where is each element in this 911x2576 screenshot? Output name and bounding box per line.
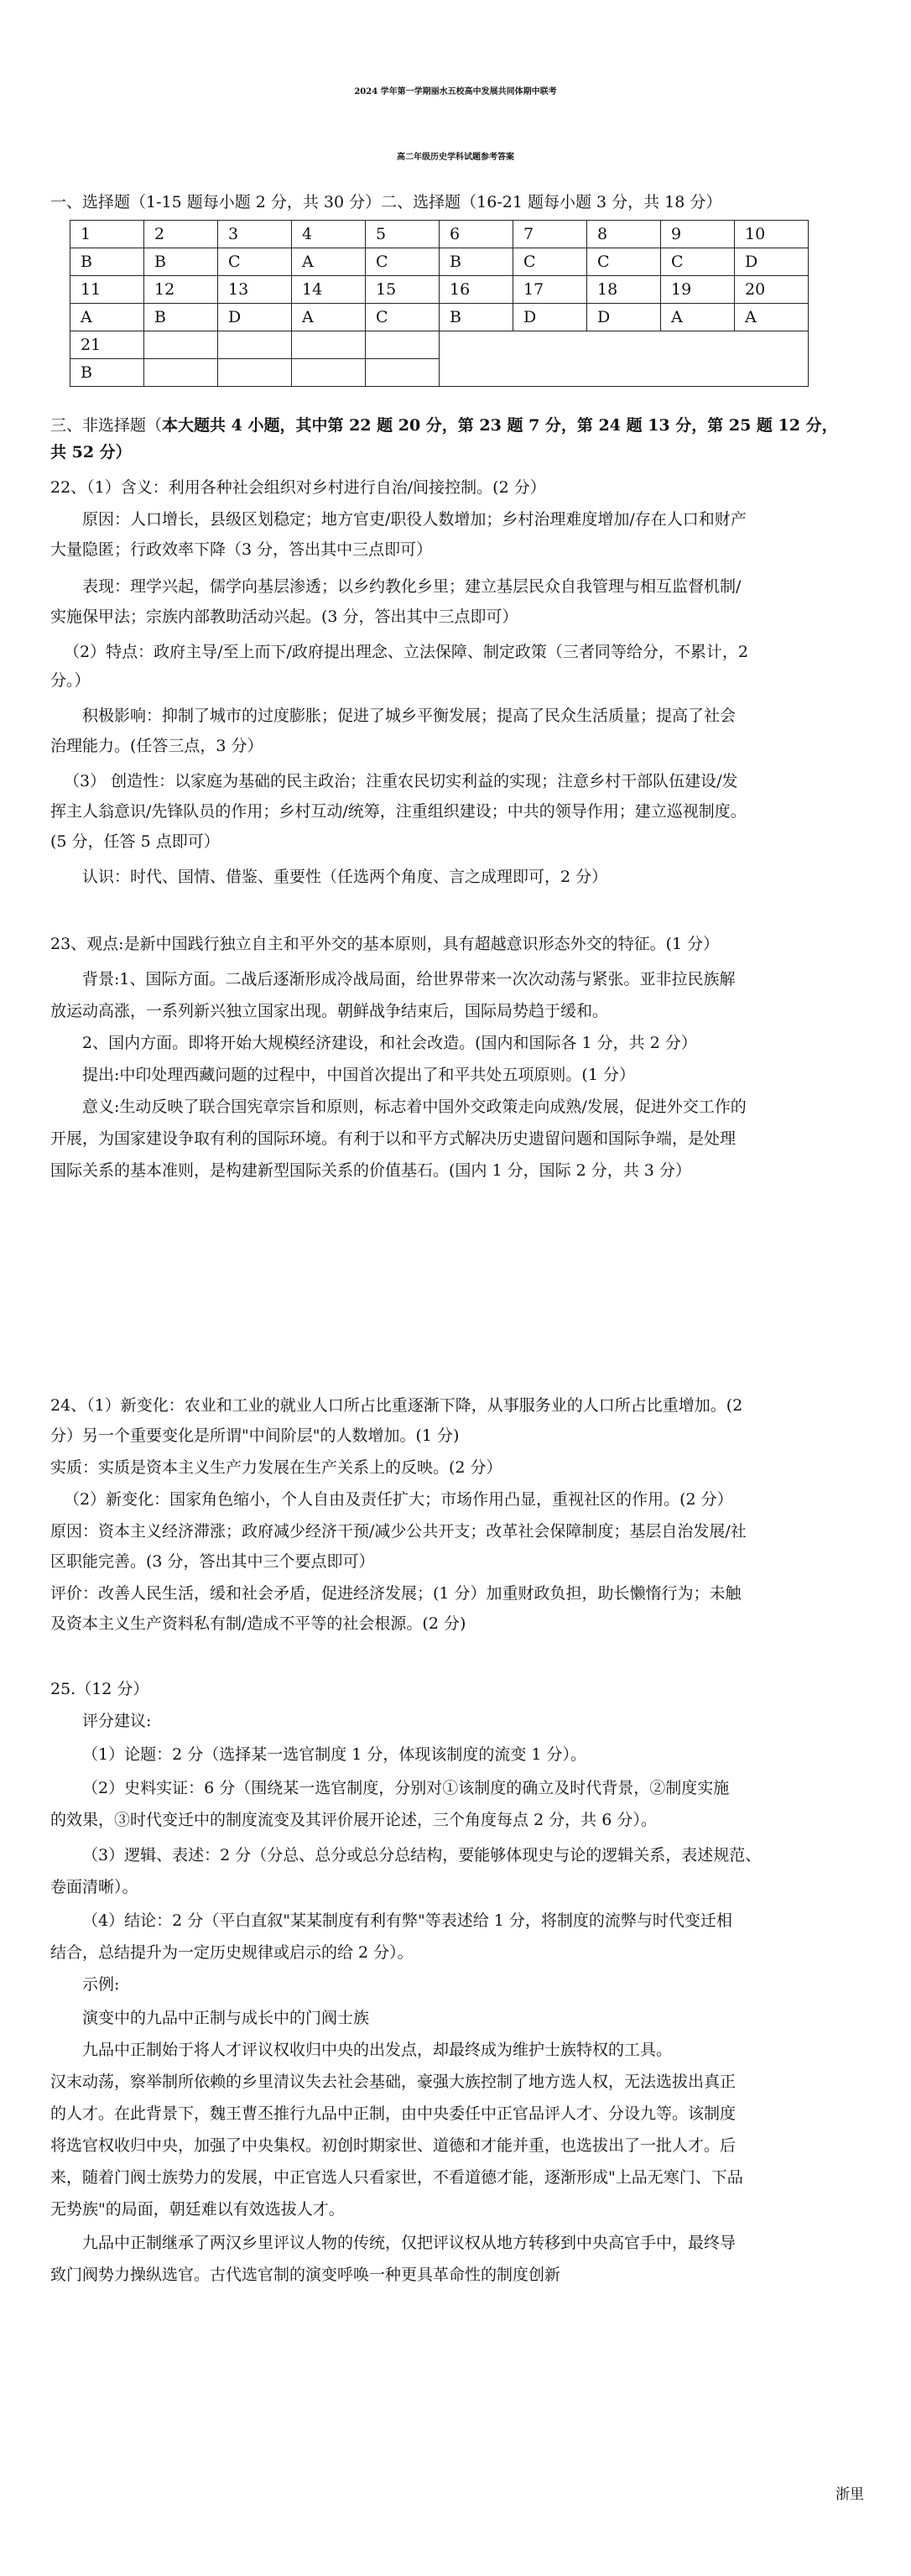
table-cell: C	[366, 248, 440, 276]
table-cell: 13	[218, 276, 292, 304]
table-cell: B	[70, 359, 144, 387]
q22-line: （3） 创造性：以家庭为基础的民主政治；注重农民切实利益的实现；注意乡村干部队伍建设/发	[64, 772, 738, 790]
table-cell: 2	[144, 221, 218, 248]
table-cell: B	[144, 304, 218, 331]
q24-line: 24、（1）新变化：农业和工业的就业人口所占比重逐渐下降，从事服务业的人口所占比重增加。(2	[50, 1396, 743, 1415]
q25-essay-title: 演变中的九品中正制与成长中的门阀士族	[82, 2009, 370, 2027]
table-cell	[366, 331, 440, 359]
table-cell: 10	[735, 221, 809, 248]
q22-line: 治理能力。(任答三点，3 分）	[50, 737, 263, 755]
q23-line: 提出:中印处理西藏问题的过程中，中国首次提出了和平共处五项原则。(1 分）	[82, 1066, 635, 1084]
table-cell: D	[218, 304, 292, 331]
q23-line: 放运动高涨，一系列新兴独立国家出现。朝鲜战争结束后，国际局势趋于缓和。	[50, 1002, 609, 1020]
table-blank-cell	[440, 331, 809, 387]
q22-line: 大量隐匿；行政效率下降（3 分，答出其中三点即可）	[50, 540, 433, 559]
table-row	[70, 331, 809, 359]
q24-line: 及资本主义生产资料私有制/造成不平等的社会根源。(2 分)	[50, 1614, 466, 1633]
table-cell: D	[587, 304, 661, 331]
table-cell: B	[144, 248, 218, 276]
table-cell	[292, 331, 366, 359]
q23-line: 23、观点:是新中国践行独立自主和平外交的基本原则，具有超越意识形态外交的特征。(1 分）	[50, 935, 720, 953]
answer-table	[70, 220, 809, 387]
q24-line: 区职能完善。(3 分，答出其中三个要点即可）	[50, 1552, 375, 1571]
table-cell: B	[70, 248, 144, 276]
exam-subtitle: 高二年级历史学科试题参考答案	[397, 153, 514, 162]
footer-mark: 浙里	[836, 2486, 864, 2503]
table-cell: 4	[292, 221, 366, 248]
q22-line: 表现：理学兴起，儒学向基层渗透；以乡约教化乡里；建立基层民众自我管理与相互监督机制/	[82, 577, 742, 596]
table-cell: 17	[513, 276, 587, 304]
table-cell: 21	[70, 331, 144, 359]
table-cell: 5	[366, 221, 440, 248]
table-cell: C	[661, 248, 735, 276]
table-cell: C	[513, 248, 587, 276]
section3-prefix: 三、非选择题（	[50, 416, 163, 435]
q24-line: （2）新变化：国家角色缩小，个人自由及责任扩大；市场作用凸显，重视社区的作用。(2 分）	[64, 1490, 733, 1509]
q24-line: 实质：实质是资本主义生产力发展在生产关系上的反映。(2 分）	[50, 1458, 502, 1477]
q25-line: （1）论题：2 分（选择某一选官制度 1 分，体现该制度的流变 1 分）。	[82, 1745, 587, 1764]
q25-line: （3）逻辑、表述：2 分（分总、总分或总分总结构，要能够体现史与论的逻辑关系，表述规范、	[82, 1846, 762, 1864]
q22-line: 原因：人口增长，县级区划稳定；地方官吏/职役人数增加；乡村治理难度增加/存在人口和财产	[82, 510, 747, 529]
table-cell: 8	[587, 221, 661, 248]
q22-line: （2）特点：政府主导/至上而下/政府提出理念、立法保障、制定政策（三者同等给分，不累计，2	[64, 643, 748, 661]
q25-line: 结合，总结提升为一定历史规律或启示的给 2 分）。	[50, 1943, 414, 1962]
q24-line: 评价：改善人民生活，缓和社会矛盾，促进经济发展；(1 分）加重财政负担，助长懒惰行为；未触	[50, 1584, 742, 1603]
table-cell	[218, 331, 292, 359]
table-cell	[366, 359, 440, 387]
table-cell: B	[440, 304, 513, 331]
q23-line: 国际关系的基本准则，是构建新型国际关系的价值基石。(国内 1 分，国际 2 分，共 3 分）	[50, 1161, 691, 1180]
q22-line: 22、（1）含义：利用各种社会组织对乡村进行自治/间接控制。(2 分）	[50, 478, 546, 497]
table-cell: 9	[661, 221, 735, 248]
table-cell	[144, 359, 218, 387]
q22-line: 实施保甲法；宗族内部教助活动兴起。(3 分，答出其中三点即可）	[50, 607, 518, 626]
q25-line: 将选官权收归中央，加强了中央集权。初创时期家世、道德和才能并重，也选拔出了一批人才。后	[50, 2136, 737, 2155]
q22-line: (5 分，任答 5 点即可）	[50, 832, 220, 851]
q24-line: 分）另一个重要变化是所谓"中间阶层"的人数增加。(1 分)	[50, 1426, 460, 1445]
table-row	[70, 304, 809, 331]
table-cell: B	[440, 248, 513, 276]
q25-line: 九品中正制继承了两汉乡里评议人物的传统，仅把评议权从地方转移到中央高官手中，最终导	[82, 2234, 737, 2252]
table-cell: A	[292, 304, 366, 331]
table-cell: D	[513, 304, 587, 331]
table-cell: 15	[366, 276, 440, 304]
table-row	[70, 248, 809, 276]
table-cell: C	[587, 248, 661, 276]
section3-bold-text: 本大题共 4 小题，其中第 22 题 20 分，第 23 题 7 分，第 24 题 13 分，第 25 题 12 分，	[162, 416, 838, 435]
q25-line: 九品中正制始于将人才评议权收归中央的出发点，却最终成为维护士族特权的工具。	[82, 2041, 673, 2059]
table-cell	[218, 359, 292, 387]
table-cell: 3	[218, 221, 292, 248]
q25-line: 的效果，③时代变迁中的制度流变及其评价展开论述，三个角度每点 2 分，共 6 分）。	[50, 1811, 657, 1829]
q22-line: 分。）	[50, 671, 91, 690]
q22-line: 挥主人翁意识/先锋队员的作用；乡村互动/统筹，注重组织建设；中共的领导作用；建立巡视制度。	[50, 802, 747, 821]
q22-line: 积极影响：抑制了城市的过度膨胀；促进了城乡平衡发展；提高了民众生活质量；提高了社会	[82, 707, 737, 725]
table-cell: A	[735, 304, 809, 331]
table-cell: 16	[440, 276, 513, 304]
table-cell: A	[70, 304, 144, 331]
q25-line: 无势族"的局面，朝廷难以有效选拔人才。	[50, 2200, 345, 2219]
table-cell: 12	[144, 276, 218, 304]
table-cell: D	[735, 248, 809, 276]
q25-line: 卷面清晰）。	[50, 1878, 138, 1896]
table-cell	[292, 359, 366, 387]
q25-line: 汉末动荡，察举制所依赖的乡里清议失去社会基础，豪强大族控制了地方选人权，无法选拔出真正	[50, 2073, 737, 2091]
table-cell: 19	[661, 276, 735, 304]
table-cell: 6	[440, 221, 513, 248]
table-cell: A	[292, 248, 366, 276]
choice-section-header: 一、选择题（1-15 题每小题 2 分，共 30 分）二、选择题（16-21 题每小题 3 分，共 18 分）	[50, 193, 722, 211]
q25-line: 示例:	[82, 1975, 120, 1994]
q23-line: 意义:生动反映了联合国宪章宗旨和原则，标志着中国外交政策走向成熟/发展，促进外交工作的	[82, 1098, 747, 1116]
q25-line: 来，随着门阀士族势力的发展，中正官选人只看家世，不看道德才能，逐渐形成"上品无寒门、下品	[50, 2168, 743, 2187]
table-cell: 18	[587, 276, 661, 304]
table-row	[70, 276, 809, 304]
table-cell: C	[366, 304, 440, 331]
table-cell: 14	[292, 276, 366, 304]
q23-line: 开展，为国家建设争取有利的国际环境。有利于以和平方式解决历史遗留问题和国际争端，是处理	[50, 1129, 737, 1148]
q22-line: 认识：时代、国情、借鉴、重要性（任选两个角度、言之成理即可，2 分）	[82, 868, 608, 886]
table-cell: A	[661, 304, 735, 331]
q25-line: 致门阀势力操纵选官。古代选官制的演变呼唤一种更具革命性的制度创新	[50, 2266, 561, 2284]
section3-bold-cont: 共 52 分）	[50, 443, 132, 461]
q23-line: 2、国内方面。即将开始大规模经济建设，和社会改造。(国内和国际各 1 分，共 2 分）	[82, 1034, 697, 1052]
table-cell: C	[218, 248, 292, 276]
table-cell: 11	[70, 276, 144, 304]
table-cell: 1	[70, 221, 144, 248]
table-cell: 7	[513, 221, 587, 248]
exam-title: 2024 学年第一学期丽水五校高中发展共同体期中联考	[354, 87, 557, 96]
section3-heading	[50, 413, 838, 438]
q24-line: 原因：资本主义经济滞涨；政府减少经济干预/减少公共开支；改革社会保障制度；基层自治发展/社	[50, 1522, 747, 1541]
table-cell: 20	[735, 276, 809, 304]
q23-line: 背景:1、国际方面。二战后逐渐形成冷战局面，给世界带来一次次动荡与紧张。亚非拉民族解	[82, 970, 736, 988]
table-row	[70, 221, 809, 248]
table-cell	[144, 331, 218, 359]
q25-line: （2）史料实证：6 分（围绕某一选官制度，分别对①该制度的确立及时代背景，②制度实施	[82, 1779, 730, 1797]
q25-line: 的人才。在此背景下，魏王曹丕推行九品中正制，由中央委任中正官品评人才、分设九等。该制度	[50, 2104, 737, 2123]
q25-line: 评分建议:	[82, 1712, 152, 1730]
q25-line: （4）结论：2 分（平白直叙"某某制度有利有弊"等表述给 1 分，将制度的流弊与时代变迁相	[82, 1911, 732, 1930]
q25-line: 25.（12 分）	[50, 1680, 149, 1698]
